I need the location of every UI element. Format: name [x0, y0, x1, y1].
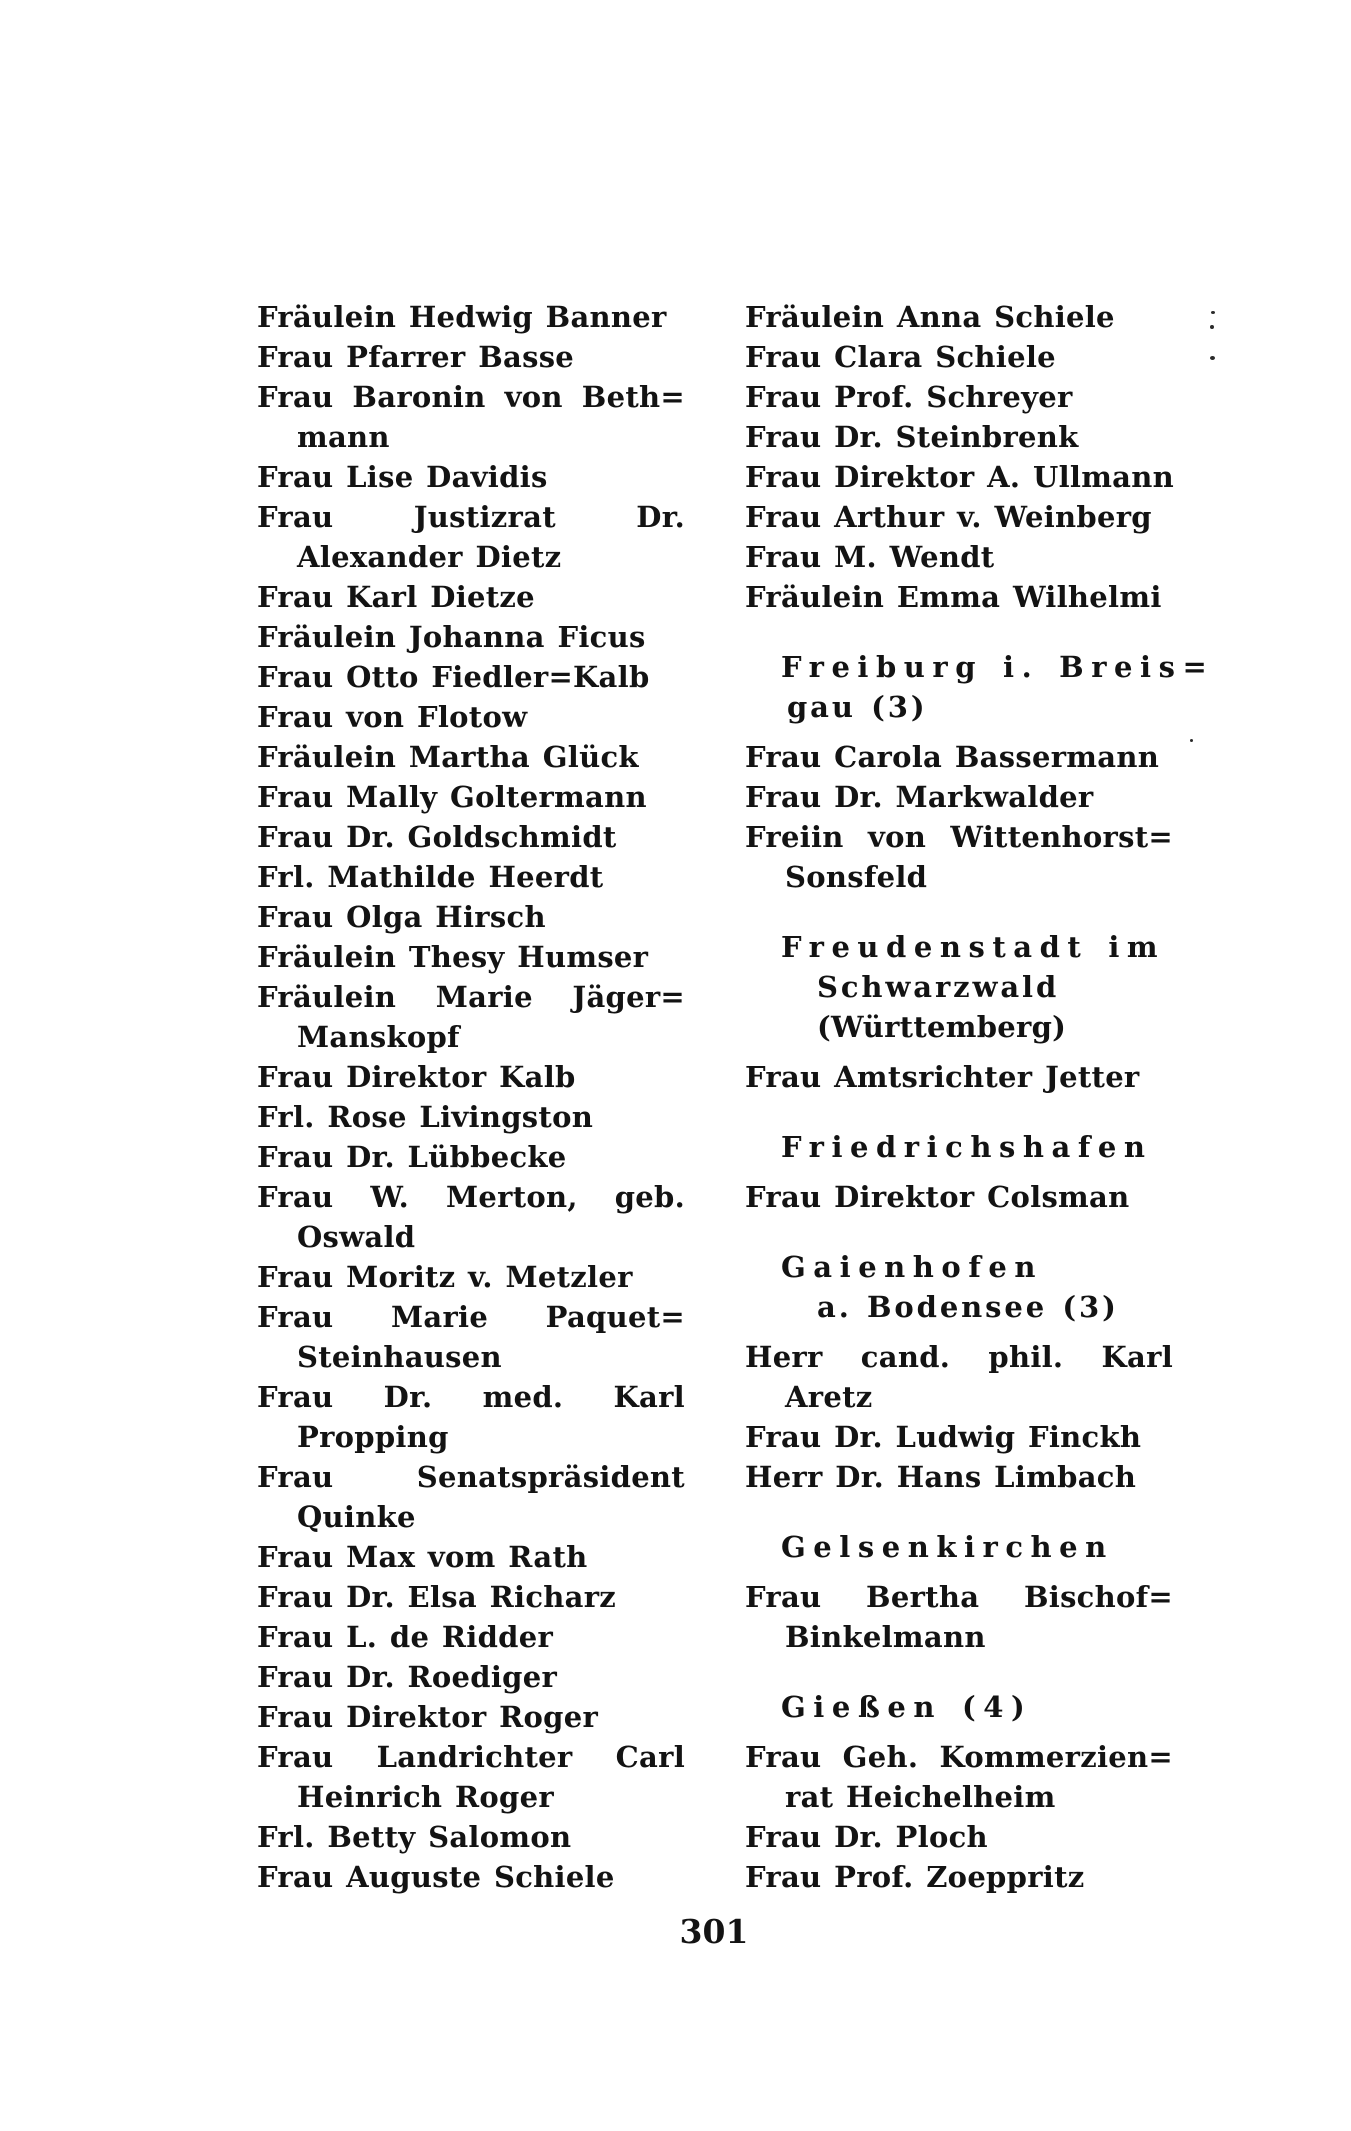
list-entry [257, 977, 685, 1057]
entry-line: Frau L. de Ridder [257, 1620, 554, 1654]
list-entry [745, 1737, 1173, 1817]
list-entry [745, 537, 1173, 577]
entry-line: Frau Dr. Steinbrenk [745, 420, 1079, 454]
entry-line: rat Heichelheim [785, 1780, 1056, 1814]
city-heading [745, 1127, 1173, 1167]
list-entry [745, 577, 1173, 617]
list-entry [257, 1657, 685, 1697]
list-entry [257, 1297, 685, 1377]
entry-line: Frau M. Wendt [745, 540, 995, 574]
entry-line: Frau Dr. Roediger [257, 1660, 558, 1694]
city-heading-line: gau (3) [787, 690, 928, 724]
entry-line: Steinhausen [297, 1340, 502, 1374]
entry-line: Fräulein Martha Glück [257, 740, 639, 774]
list-entry [257, 1457, 685, 1537]
entry-line: Frau Dr. Ludwig Finckh [745, 1420, 1142, 1454]
entry-line: Aretz [785, 1380, 873, 1414]
entry-line: Frau Pfarrer Basse [257, 340, 575, 374]
entry-line: Fräulein Johanna Ficus [257, 620, 646, 654]
entry-line: Frau Marie Paquet= [257, 1300, 685, 1334]
list-entry [745, 1177, 1173, 1217]
list-entry [257, 1377, 685, 1457]
list-entry [745, 377, 1173, 417]
entry-line: Frau Dr. Elsa Richarz [257, 1580, 617, 1614]
list-entry [257, 777, 685, 817]
list-entry [257, 377, 685, 457]
entry-line: Fräulein Thesy Humser [257, 940, 649, 974]
city-heading [745, 647, 1215, 727]
entry-line: Herr Dr. Hans Limbach [745, 1460, 1137, 1494]
entry-line: Frau Clara Schiele [745, 340, 1056, 374]
city-heading [745, 1247, 1173, 1327]
list-entry [745, 1457, 1173, 1497]
list-entry [257, 297, 685, 337]
entry-line: Frau Carola Bassermann [745, 740, 1160, 774]
entry-line: Frau Arthur v. Weinberg [745, 500, 1152, 534]
list-entry [257, 657, 685, 697]
list-entry [745, 777, 1173, 817]
scan-speck [1210, 325, 1214, 329]
list-entry [257, 1617, 685, 1657]
entry-line: Frau von Flotow [257, 700, 528, 734]
entry-line: Frau Mally Goltermann [257, 780, 647, 814]
city-heading-line: Friedrichshafen [781, 1130, 1153, 1164]
list-entry [745, 497, 1173, 537]
entry-line: Frau Geh. Kommerzien= [745, 1740, 1173, 1774]
entry-line: mann [297, 420, 390, 454]
entry-line: Frau Karl Dietze [257, 580, 535, 614]
city-heading-line: a. Bodensee (3) [817, 1290, 1119, 1324]
entry-line: Fräulein Marie Jäger= [257, 980, 685, 1014]
entry-line: Freiin von Wittenhorst= [745, 820, 1173, 854]
entry-line: Manskopf [297, 1020, 460, 1054]
entry-line: Frau Otto Fiedler=Kalb [257, 660, 650, 694]
list-entry [745, 1057, 1173, 1097]
list-entry [257, 1737, 685, 1817]
entry-line: Frau Dr. Goldschmidt [257, 820, 617, 854]
entry-line: Frau Baronin von Beth= [257, 380, 685, 414]
entry-line: Frau Direktor Kalb [257, 1060, 576, 1094]
entry-line: Frau Prof. Schreyer [745, 380, 1073, 414]
list-entry [745, 457, 1173, 497]
entry-line: Frl. Rose Livingston [257, 1100, 594, 1134]
entry-line: Frau Auguste Schiele [257, 1860, 615, 1894]
entry-line: Fräulein Anna Schiele [745, 300, 1115, 334]
list-entry [257, 1097, 685, 1137]
entry-line: Frau Senatspräsident [257, 1460, 685, 1494]
entry-line: Quinke [297, 1500, 416, 1534]
list-entry [257, 857, 685, 897]
list-entry [745, 1817, 1173, 1857]
city-heading-line: Freiburg i. Breis= [781, 650, 1215, 684]
list-entry [257, 937, 685, 977]
city-heading [745, 1687, 1173, 1727]
list-entry [257, 457, 685, 497]
entry-line: Frau Bertha Bischof= [745, 1580, 1173, 1614]
list-entry [257, 697, 685, 737]
entry-line: Frau Olga Hirsch [257, 900, 546, 934]
entry-line: Fräulein Emma Wilhelmi [745, 580, 1162, 614]
scan-speck [1190, 739, 1193, 742]
entry-line: Fräulein Hedwig Banner [257, 300, 667, 334]
list-entry [257, 737, 685, 777]
entry-line: Frau Moritz v. Metzler [257, 1260, 633, 1294]
list-entry [745, 1577, 1173, 1657]
list-entry [745, 417, 1173, 457]
entry-line: Frau W. Merton, geb. [257, 1180, 685, 1214]
city-heading-line: Schwarzwald [817, 970, 1060, 1004]
entry-line: Frau Justizrat Dr. [257, 500, 685, 534]
list-entry [745, 817, 1173, 897]
city-heading [745, 1527, 1173, 1567]
list-entry [745, 737, 1173, 777]
entry-line: Frau Prof. Zoeppritz [745, 1860, 1085, 1894]
entry-line: Frau Amtsrichter Jetter [745, 1060, 1140, 1094]
list-entry [257, 1057, 685, 1097]
list-entry [257, 1697, 685, 1737]
city-heading-line: Gießen (4) [781, 1690, 1033, 1724]
entry-line: Frau Direktor Colsman [745, 1180, 1130, 1214]
left-column [257, 297, 685, 1897]
list-entry [745, 1417, 1173, 1457]
list-entry [257, 1257, 685, 1297]
scan-speck [1211, 311, 1215, 314]
list-entry [257, 497, 685, 577]
entry-line: Herr cand. phil. Karl [745, 1340, 1173, 1374]
city-heading-line: Gaienhofen [781, 1250, 1043, 1284]
list-entry [257, 817, 685, 857]
list-entry [257, 577, 685, 617]
entry-line: Frau Lise Davidis [257, 460, 548, 494]
entry-line: Frau Landrichter Carl [257, 1740, 685, 1774]
entry-line: Frl. Mathilde Heerdt [257, 860, 604, 894]
entry-line: Frau Direktor A. Ullmann [745, 460, 1175, 494]
list-entry [257, 897, 685, 937]
list-entry [745, 1337, 1173, 1417]
city-heading-line: (Württemberg) [817, 1010, 1067, 1044]
list-entry [745, 337, 1173, 377]
list-entry [257, 1137, 685, 1177]
page-number: 301 [679, 1912, 749, 1951]
list-entry [257, 1857, 685, 1897]
scan-speck [1210, 356, 1215, 360]
entry-line: Frau Dr. Ploch [745, 1820, 988, 1854]
city-heading-line: Freudenstadt im [781, 930, 1166, 964]
list-entry [257, 1817, 685, 1857]
list-entry [257, 1537, 685, 1577]
city-heading-line: Gelsenkirchen [781, 1530, 1114, 1564]
entry-line: Alexander Dietz [297, 540, 562, 574]
entry-line: Propping [297, 1420, 449, 1454]
list-entry [257, 1577, 685, 1617]
list-entry [257, 617, 685, 657]
entry-line: Oswald [297, 1220, 416, 1254]
entry-line: Binkelmann [785, 1620, 986, 1654]
city-heading [745, 927, 1173, 1047]
list-entry [257, 1177, 685, 1257]
entry-line: Frau Max vom Rath [257, 1540, 588, 1574]
list-entry [257, 337, 685, 377]
entry-line: Frl. Betty Salomon [257, 1820, 572, 1854]
entry-line: Frau Direktor Roger [257, 1700, 599, 1734]
entry-line: Frau Dr. Lübbecke [257, 1140, 567, 1174]
entry-line: Frau Dr. med. Karl [257, 1380, 685, 1414]
right-column [745, 297, 1215, 1897]
entry-line: Heinrich Roger [297, 1780, 554, 1814]
entry-line: Sonsfeld [785, 860, 928, 894]
entry-line: Frau Dr. Markwalder [745, 780, 1094, 814]
list-entry [745, 297, 1173, 337]
list-entry [745, 1857, 1173, 1897]
